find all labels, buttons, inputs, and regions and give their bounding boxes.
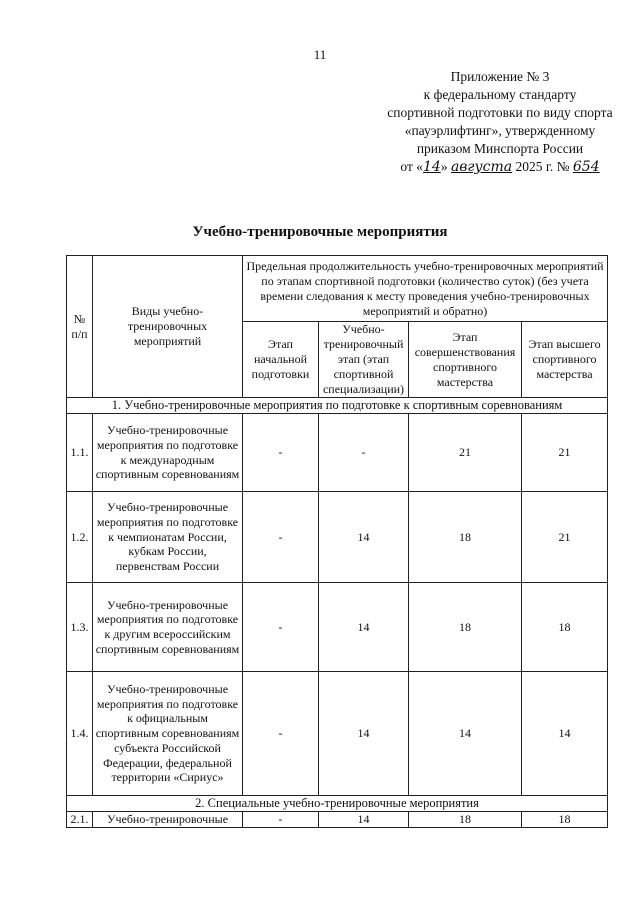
document-title: Учебно-тренировочные мероприятия [192, 224, 448, 240]
row-stage-training: 14 [319, 492, 409, 583]
row-stage-initial: - [243, 414, 319, 492]
row-name: Учебно-тренировочные [93, 812, 243, 828]
header-num: № п/п [67, 256, 93, 398]
events-table [66, 255, 608, 828]
row-stage-initial: - [243, 492, 319, 583]
row-stage-improvement: 14 [409, 672, 522, 796]
row-stage-training: 14 [319, 672, 409, 796]
row-stage-training: 14 [319, 583, 409, 672]
table-row [67, 672, 608, 796]
date-year: 2025 г. № [512, 159, 573, 174]
row-num: 1.1. [67, 414, 93, 492]
row-stage-initial: - [243, 672, 319, 796]
row-stage-highest: 21 [522, 414, 608, 492]
appendix-line-4: «пауэрлифтинг», утвержденному [404, 123, 596, 138]
row-stage-training: 14 [319, 812, 409, 828]
date-mid: » [440, 159, 451, 174]
row-stage-highest: 18 [522, 812, 608, 828]
appendix-line-5: приказом Минспорта России [416, 141, 584, 156]
order-number-handwritten: 654 [572, 159, 600, 175]
page-number: 11 [313, 47, 327, 62]
header-stage-improvement: Этап совершенствования спортивного мастерства [409, 322, 522, 398]
header-stage-initial: Этап начальной подготовки [243, 322, 319, 398]
row-stage-initial: - [243, 812, 319, 828]
row-stage-improvement: 18 [409, 492, 522, 583]
appendix-date-line [330, 158, 640, 176]
row-name: Учебно-тренировочные мероприятия по подготовке к другим всероссийским спортивным соревнованиям [93, 583, 243, 672]
table-row [67, 414, 608, 492]
row-name: Учебно-тренировочные мероприятия по подготовке к официальным спортивным соревнованиям субъекта Российской Федерации, федеральной территории «Сириус» [93, 672, 243, 796]
row-num: 1.3. [67, 583, 93, 672]
date-prefix: от « [400, 159, 423, 174]
row-stage-highest: 21 [522, 492, 608, 583]
row-stage-improvement: 18 [409, 583, 522, 672]
table-row [67, 583, 608, 672]
row-stage-training: - [319, 414, 409, 492]
header-stage-training: Учебно-тренировочный этап (этап спортивной специализации) [319, 322, 409, 398]
row-num: 1.2. [67, 492, 93, 583]
row-stage-highest: 18 [522, 583, 608, 672]
header-stage-highest: Этап высшего спортивного мастерства [522, 322, 608, 398]
appendix-line-3: спортивной подготовки по виду спорта [387, 105, 613, 120]
row-name: Учебно-тренировочные мероприятия по подготовке к чемпионатам России, кубкам России, первенствам России [93, 492, 243, 583]
appendix-line-2: к федеральному стандарту [423, 87, 577, 102]
header-kind: Виды учебно-тренировочных мероприятий [93, 256, 243, 398]
row-stage-improvement: 21 [409, 414, 522, 492]
date-month-handwritten: августа [450, 159, 513, 175]
date-day-handwritten: 14 [422, 159, 441, 175]
table-row [67, 812, 608, 828]
row-stage-improvement: 18 [409, 812, 522, 828]
row-num: 1.4. [67, 672, 93, 796]
table-row [67, 492, 608, 583]
appendix-header [330, 68, 640, 176]
header-duration: Предельная продолжительность учебно-тренировочных мероприятий по этапам спортивной подготовки (количество суток) (без учета времени следования к месту проведения учебно-тренировочных мероприятий и обратно) [243, 256, 608, 322]
appendix-line-1: Приложение № 3 [450, 69, 550, 84]
row-stage-initial: - [243, 583, 319, 672]
section-1-heading: 1. Учебно-тренировочные мероприятия по подготовке к спортивным соревнованиям [67, 398, 608, 414]
section-2-heading: 2. Специальные учебно-тренировочные мероприятия [67, 796, 608, 812]
row-name: Учебно-тренировочные мероприятия по подготовке к международным спортивным соревнованиям [93, 414, 243, 492]
row-num: 2.1. [67, 812, 93, 828]
row-stage-highest: 14 [522, 672, 608, 796]
